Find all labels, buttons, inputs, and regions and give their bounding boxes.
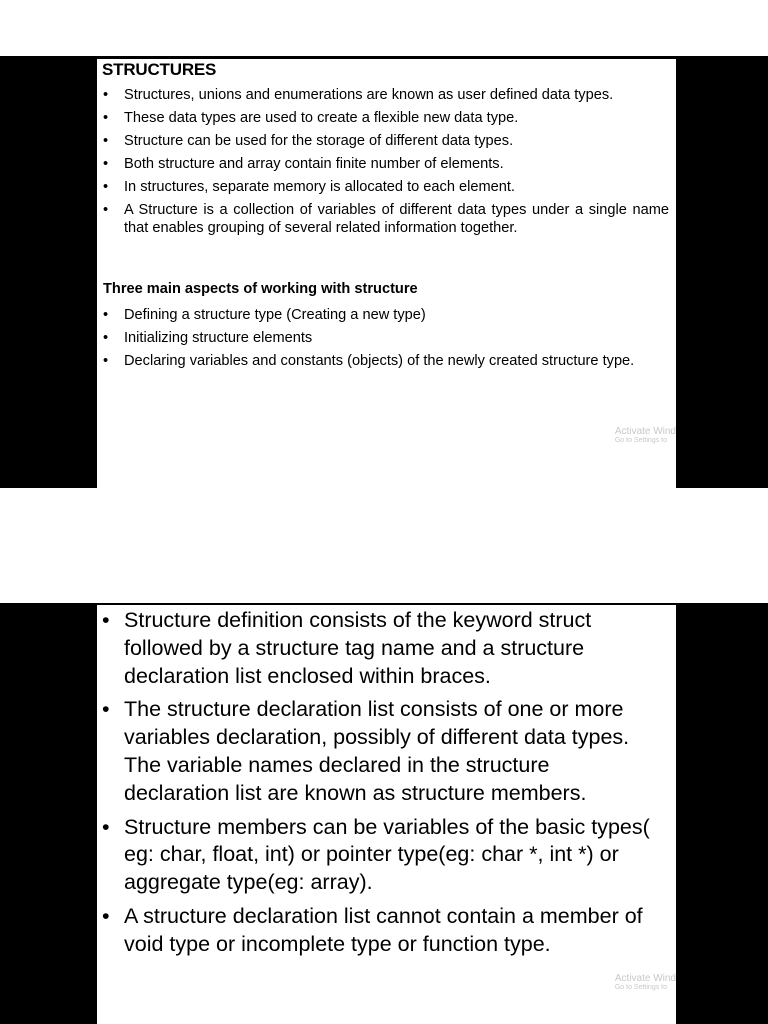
bullet-item: • Structures, unions and enumerations are known as user defined data types. bbox=[97, 87, 669, 105]
bullet-item: • Structure can be used for the storage of different data types. bbox=[97, 133, 669, 151]
bullet-item: • Structure members can be variables of the basic types( eg: char, float, int) or pointer type(eg: char *, int *) or aggregate type(eg: array). bbox=[97, 814, 657, 897]
bullet-item: • These data types are used to create a flexible new data type. bbox=[97, 110, 669, 128]
slide-structure-definition bbox=[97, 605, 676, 1024]
slide-structures bbox=[97, 59, 676, 488]
bullet-item: • The structure declaration list consists of one or more variables declaration, possibly of different data types. The variable names declared in the structure declaration list are known as structure members. bbox=[97, 696, 657, 807]
bullet-item: • A Structure is a collection of variables of different data types under a single name that enables grouping of several related information together. bbox=[97, 202, 669, 237]
activation-watermark bbox=[615, 973, 676, 991]
activation-watermark bbox=[615, 426, 676, 444]
bullet-item: • A structure declaration list cannot contain a member of void type or incomplete type or function type. bbox=[97, 903, 657, 959]
bullet-item: • Both structure and array contain finite number of elements. bbox=[97, 156, 669, 174]
slide-title: STRUCTURES bbox=[102, 60, 217, 79]
bullet-list bbox=[97, 87, 669, 243]
watermark-line: Go to Settings to bbox=[614, 437, 668, 444]
aspect-item: • Declaring variables and constants (objects) of the newly created structure type. bbox=[97, 353, 669, 371]
watermark-line: Activate Wind bbox=[614, 973, 676, 984]
bullet-item: • In structures, separate memory is allocated to each element. bbox=[97, 179, 669, 197]
watermark-line: Activate Wind bbox=[614, 426, 676, 437]
aspect-item: • Defining a structure type (Creating a new type) bbox=[97, 307, 669, 325]
aspect-item: • Initializing structure elements bbox=[97, 330, 669, 348]
watermark-line: Go to Settings to bbox=[614, 984, 668, 991]
bullet-item: • Structure definition consists of the keyword struct followed by a structure tag name and a structure declaration list enclosed within braces. bbox=[97, 607, 657, 690]
aspects-heading: Three main aspects of working with structure bbox=[103, 281, 418, 297]
bullet-list bbox=[97, 607, 657, 965]
aspects-list bbox=[97, 307, 669, 376]
